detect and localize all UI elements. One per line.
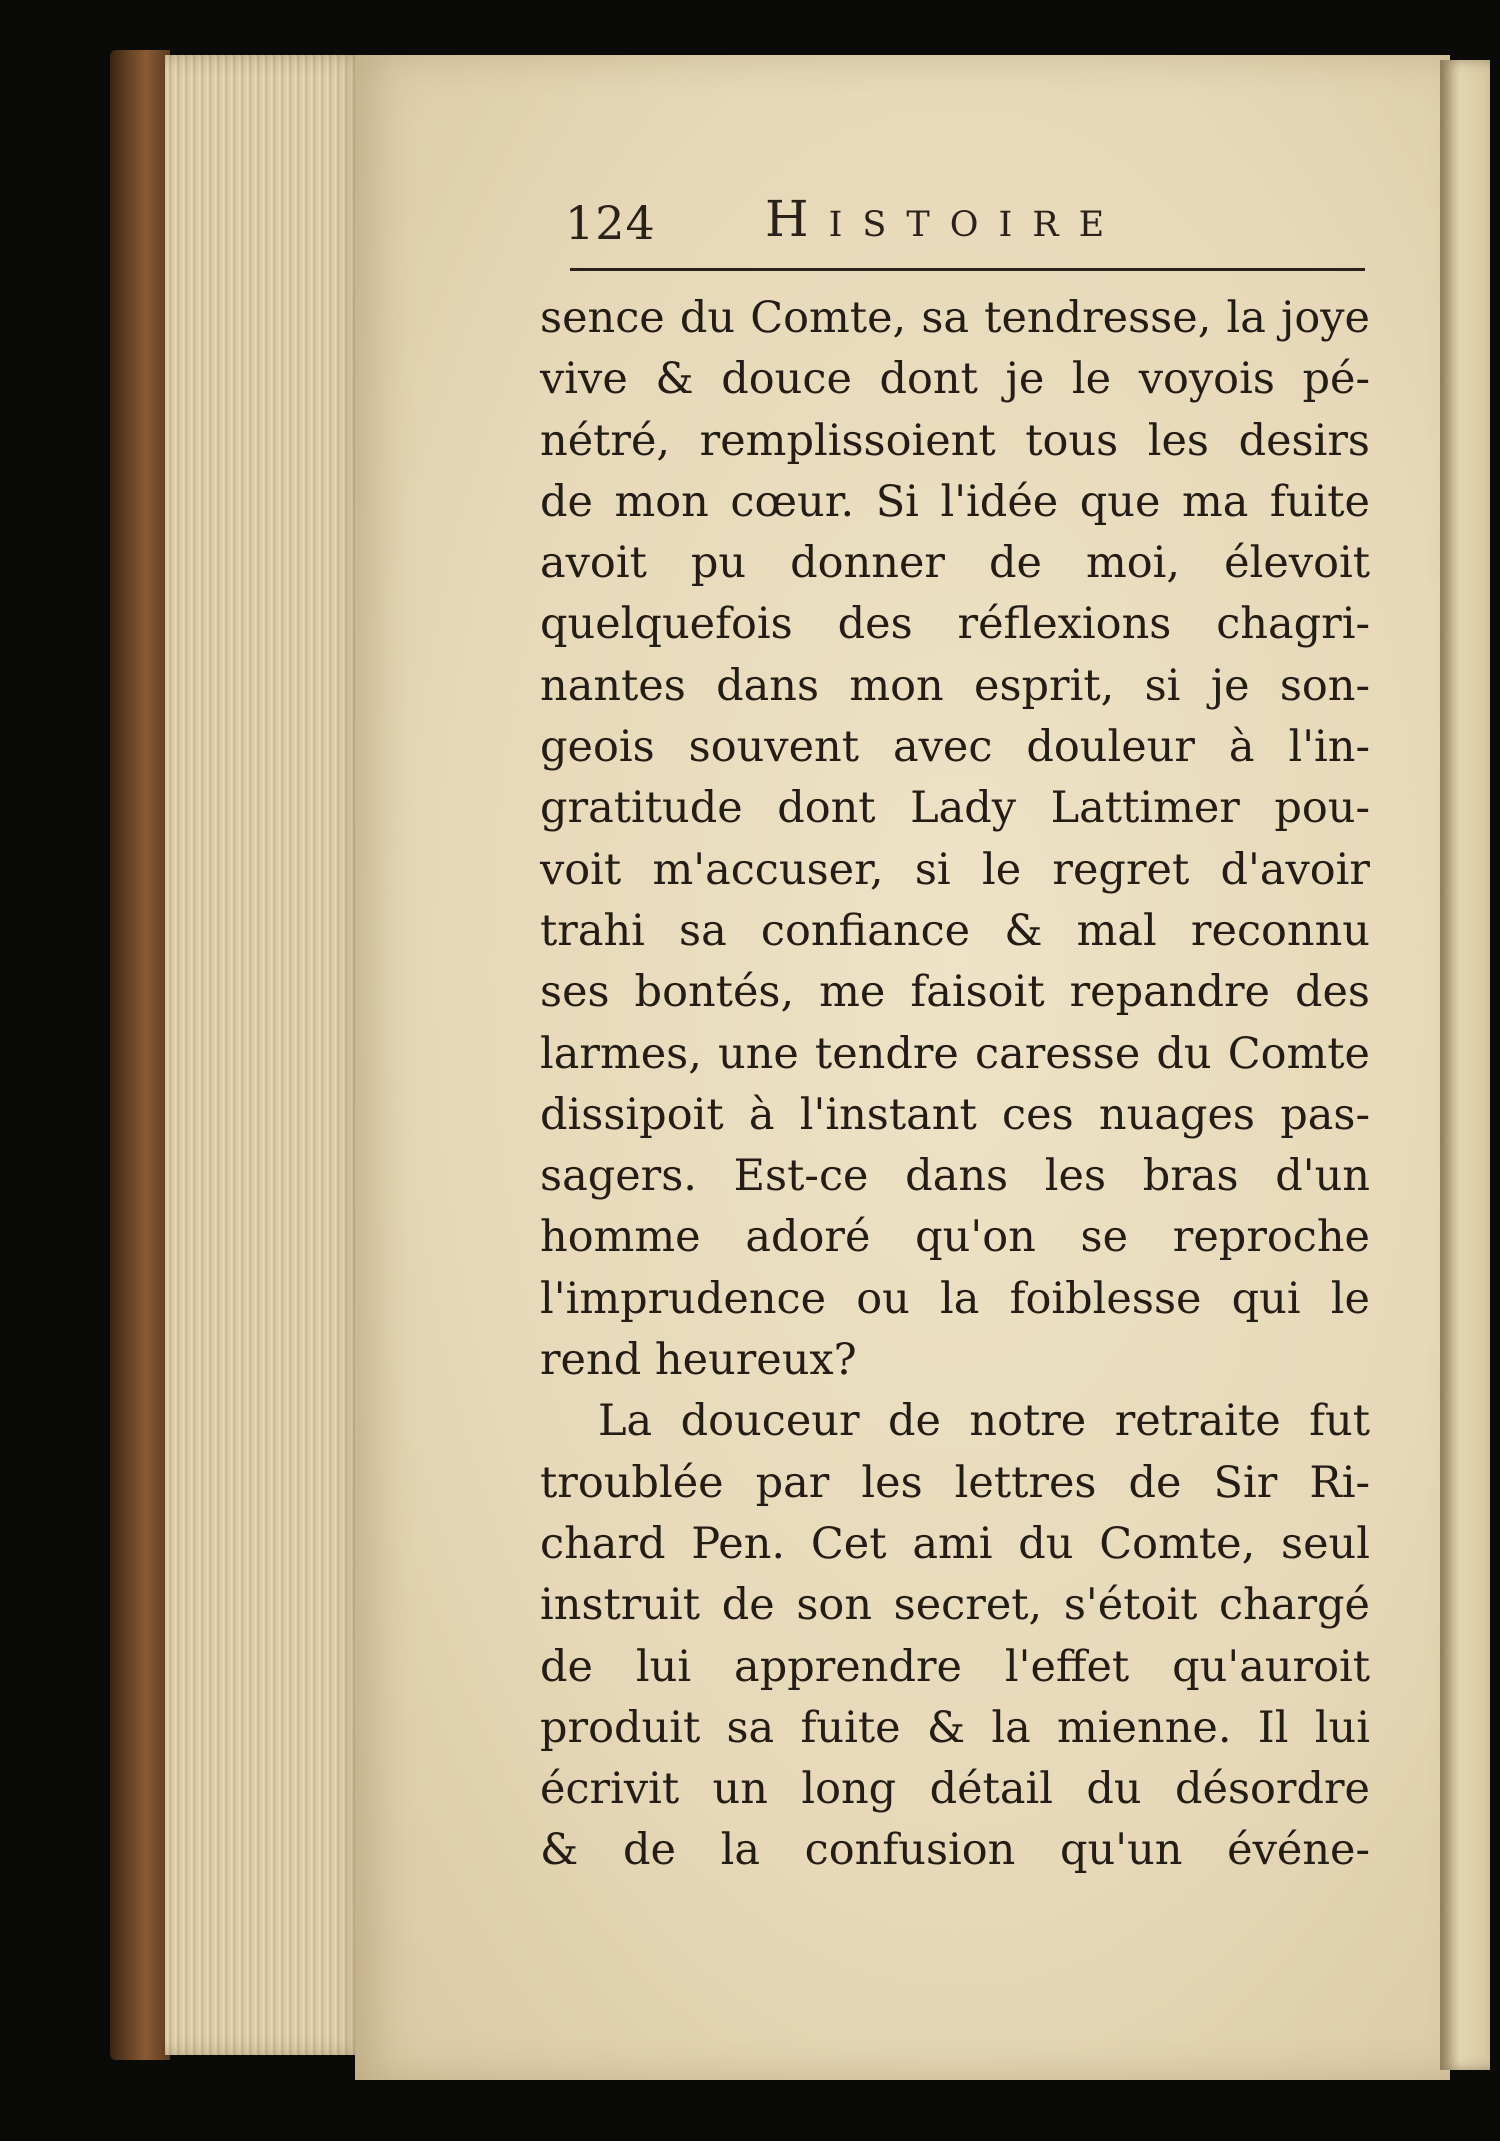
text-line: sagers. Est-ce dans les bras d'un <box>540 1151 1370 1202</box>
header-rule <box>570 268 1365 271</box>
text-line: nétré, remplissoient tous les desirs <box>540 415 1370 466</box>
text-line: ses bontés, me faisoit repandre des <box>540 967 1370 1018</box>
text-line: de mon cœur. Si l'idée que ma fuite <box>540 476 1370 527</box>
text-line: voit m'accuser, si le regret d'avoir <box>540 844 1370 895</box>
text-line: sence du Comte, sa tendresse, la joye <box>540 293 1370 343</box>
page-number: 124 <box>565 196 656 250</box>
page-header-title: Histoire <box>765 190 1125 248</box>
text-line: gratitude dont Lady Lattimer pou- <box>540 783 1370 834</box>
facing-page-edge <box>1440 60 1490 2070</box>
text-line: écrivit un long détail du désordre <box>540 1764 1370 1815</box>
text-line: chard Pen. Cet ami du Comte, seul <box>540 1518 1370 1569</box>
text-line: & de la confusion qu'un événe- <box>540 1825 1370 1876</box>
text-line: avoit pu donner de moi, élevoit <box>540 538 1370 589</box>
text-line: quelquefois des réflexions chagri- <box>540 599 1370 650</box>
text-line: produit sa fuite & la mienne. Il lui <box>540 1702 1370 1753</box>
running-head <box>565 190 1365 260</box>
text-line: La douceur de notre retraite fut <box>598 1396 1370 1447</box>
text-line: vive & douce dont je le voyois pé- <box>540 354 1370 405</box>
text-line: homme adoré qu'on se reproche <box>540 1212 1370 1263</box>
text-line: trahi sa confiance & mal reconnu <box>540 905 1370 956</box>
body-text <box>540 288 1370 1882</box>
text-line: dissipoit à l'instant ces nuages pas- <box>540 1089 1370 1140</box>
book-cover-edge <box>110 50 170 2060</box>
text-line: geois souvent avec douleur à l'in- <box>540 722 1370 773</box>
text-line: nantes dans mon esprit, si je son- <box>540 660 1370 711</box>
text-line: larmes, une tendre caresse du Comte <box>540 1028 1370 1079</box>
text-line: l'imprudence ou la foiblesse qui le <box>540 1273 1370 1324</box>
page-edges <box>165 55 365 2055</box>
text-line: instruit de son secret, s'étoit chargé <box>540 1580 1370 1631</box>
text-line: troublée par les lettres de Sir Ri- <box>540 1457 1370 1508</box>
text-line: rend heureux? <box>540 1335 857 1386</box>
text-line: de lui apprendre l'effet qu'auroit <box>540 1641 1370 1692</box>
